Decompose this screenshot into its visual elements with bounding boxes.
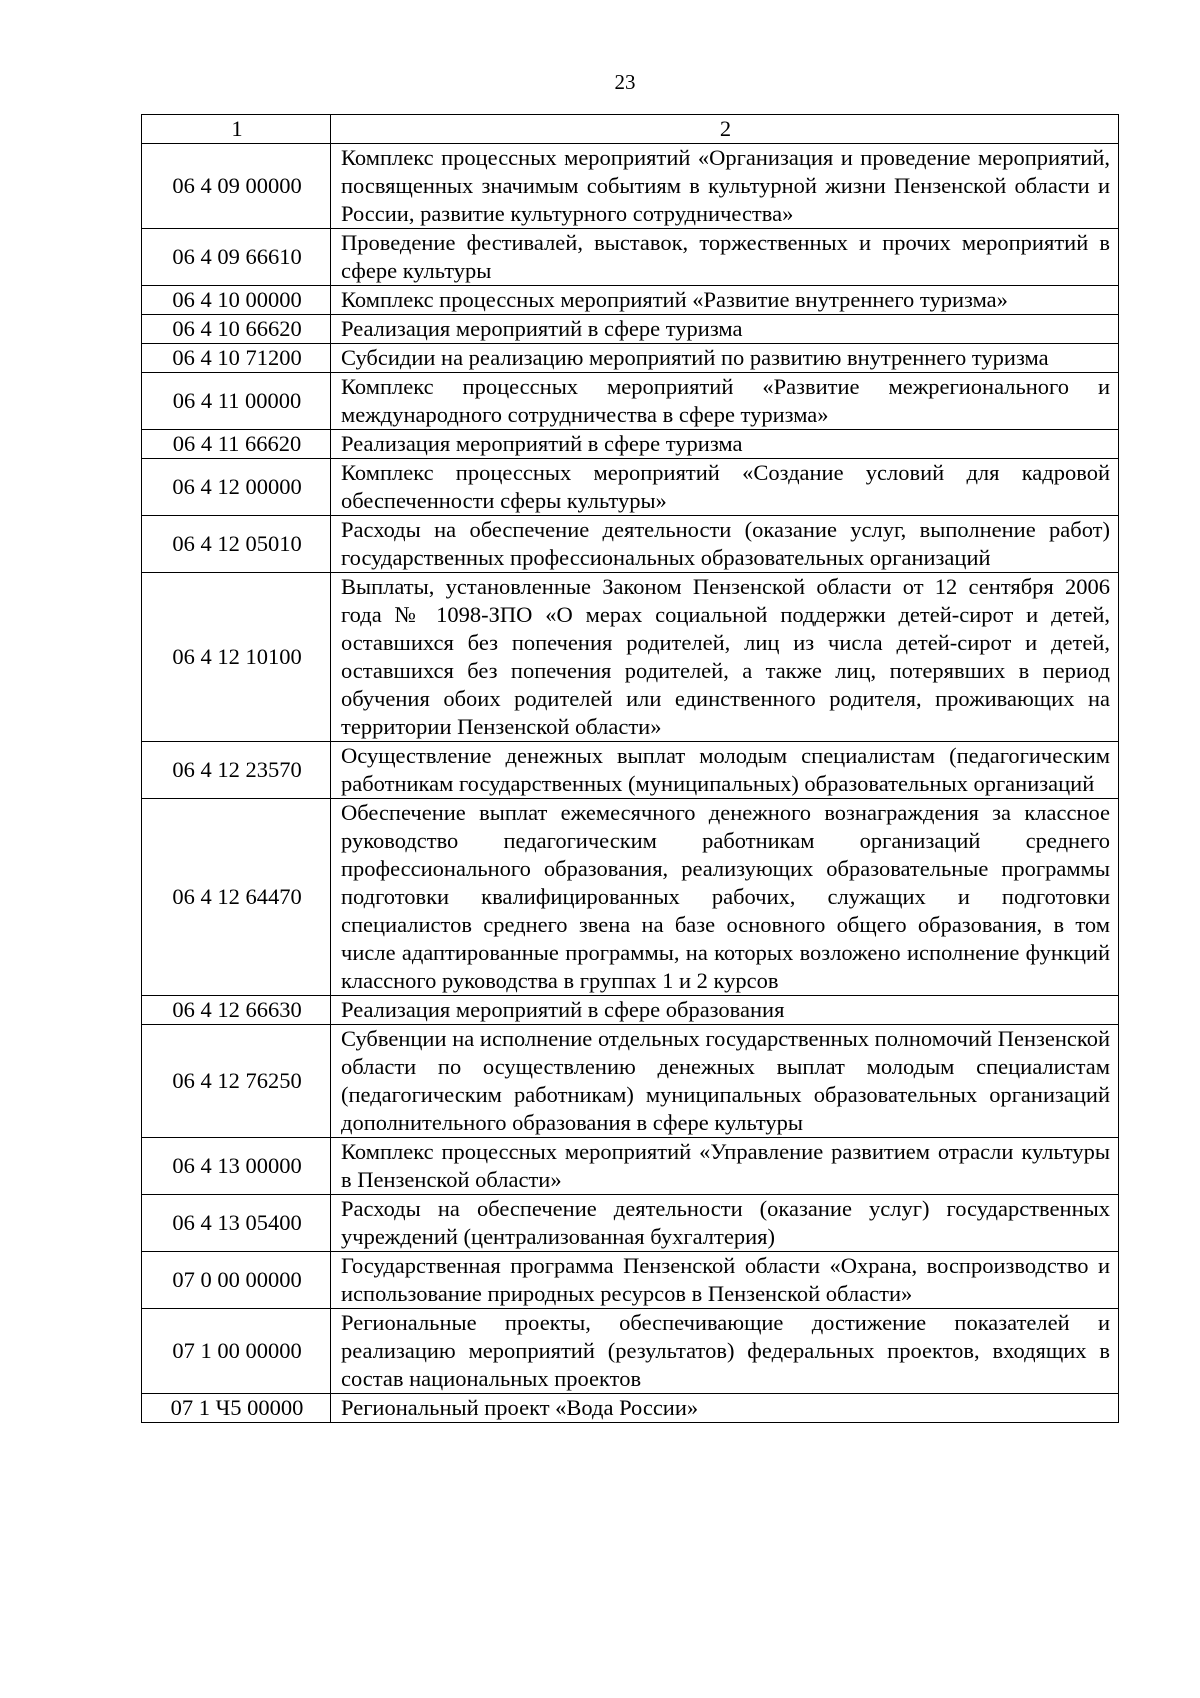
row-description: Реализация мероприятий в сфере туризма xyxy=(331,430,1119,459)
table-row xyxy=(142,430,1119,459)
row-code: 06 4 12 64470 xyxy=(142,799,331,996)
row-code: 06 4 11 00000 xyxy=(142,373,331,430)
classification-table xyxy=(141,114,1119,1423)
table-row xyxy=(142,516,1119,573)
column-header-code: 1 xyxy=(142,115,331,144)
row-code: 06 4 10 71200 xyxy=(142,344,331,373)
table-row xyxy=(142,144,1119,229)
row-code: 06 4 12 00000 xyxy=(142,459,331,516)
table-row xyxy=(142,1195,1119,1252)
row-description: Расходы на обеспечение деятельности (оказание услуг, выполнение работ) государственных профессиональных образовательных организаций xyxy=(331,516,1119,573)
row-description: Расходы на обеспечение деятельности (оказание услуг) государственных учреждений (централизованная бухгалтерия) xyxy=(331,1195,1119,1252)
row-code: 06 4 10 00000 xyxy=(142,286,331,315)
row-description: Комплекс процессных мероприятий «Организация и проведение мероприятий, посвященных значимым событиям в культурной жизни Пензенской области и России, развитие культурного сотрудничества» xyxy=(331,144,1119,229)
table-row xyxy=(142,315,1119,344)
row-code: 06 4 11 66620 xyxy=(142,430,331,459)
table-row xyxy=(142,1138,1119,1195)
row-description: Обеспечение выплат ежемесячного денежного вознаграждения за классное руководство педагогическим работникам организаций среднего профессионального образования, реализующих образовательные программы подготовки квалифицированных рабочих, служащих и подготовки специалистов среднего звена на базе основного общего образования, в том числе адаптированные программы, на которых возложено исполнение функций классного руководства в группах 1 и 2 курсов xyxy=(331,799,1119,996)
table-row xyxy=(142,1252,1119,1309)
row-description: Субсидии на реализацию мероприятий по развитию внутреннего туризма xyxy=(331,344,1119,373)
row-code: 06 4 10 66620 xyxy=(142,315,331,344)
table-row xyxy=(142,1025,1119,1138)
row-code: 07 1 00 00000 xyxy=(142,1309,331,1394)
row-code: 06 4 12 10100 xyxy=(142,573,331,742)
row-description: Осуществление денежных выплат молодым специалистам (педагогическим работникам государственных (муниципальных) образовательных организаций xyxy=(331,742,1119,799)
row-description: Реализация мероприятий в сфере образования xyxy=(331,996,1119,1025)
row-description: Комплекс процессных мероприятий «Развитие внутреннего туризма» xyxy=(331,286,1119,315)
row-code: 06 4 09 00000 xyxy=(142,144,331,229)
table-row xyxy=(142,742,1119,799)
row-description: Государственная программа Пензенской области «Охрана, воспроизводство и использование природных ресурсов в Пензенской области» xyxy=(331,1252,1119,1309)
table-row xyxy=(142,996,1119,1025)
row-code: 06 4 12 05010 xyxy=(142,516,331,573)
table-row xyxy=(142,1394,1119,1423)
table-row xyxy=(142,344,1119,373)
row-code: 06 4 09 66610 xyxy=(142,229,331,286)
table-row xyxy=(142,373,1119,430)
table-row xyxy=(142,573,1119,742)
table-row xyxy=(142,229,1119,286)
row-code: 06 4 13 05400 xyxy=(142,1195,331,1252)
row-code: 07 0 00 00000 xyxy=(142,1252,331,1309)
row-description: Региональный проект «Вода России» xyxy=(331,1394,1119,1423)
row-code: 06 4 13 00000 xyxy=(142,1138,331,1195)
table-body xyxy=(142,115,1119,1423)
row-description: Комплекс процессных мероприятий «Создание условий для кадровой обеспеченности сферы культуры» xyxy=(331,459,1119,516)
table-row xyxy=(142,1309,1119,1394)
table-row xyxy=(142,459,1119,516)
table-header-row xyxy=(142,115,1119,144)
column-header-description: 2 xyxy=(331,115,1119,144)
row-code: 06 4 12 23570 xyxy=(142,742,331,799)
row-code: 06 4 12 76250 xyxy=(142,1025,331,1138)
row-description: Выплаты, установленные Законом Пензенской области от 12 сентября 2006 года № 1098-ЗПО «О мерах социальной поддержки детей-сирот и детей, оставшихся без попечения родителей, лиц из числа детей-сирот и детей, оставшихся без попечения родителей, а также лиц, потерявших в период обучения обоих родителей или единственного родителя, проживающих на территории Пензенской области» xyxy=(331,573,1119,742)
row-description: Региональные проекты, обеспечивающие достижение показателей и реализацию мероприятий (результатов) федеральных проектов, входящих в состав национальных проектов xyxy=(331,1309,1119,1394)
row-description: Проведение фестивалей, выставок, торжественных и прочих мероприятий в сфере культуры xyxy=(331,229,1119,286)
row-description: Комплекс процессных мероприятий «Развитие межрегионального и международного сотрудничества в сфере туризма» xyxy=(331,373,1119,430)
row-description: Реализация мероприятий в сфере туризма xyxy=(331,315,1119,344)
row-description: Субвенции на исполнение отдельных государственных полномочий Пензенской области по осуществлению денежных выплат молодым специалистам (педагогическим работникам) муниципальных образовательных организаций дополнительного образования в сфере культуры xyxy=(331,1025,1119,1138)
table-row xyxy=(142,799,1119,996)
row-code: 06 4 12 66630 xyxy=(142,996,331,1025)
page-number: 23 xyxy=(614,70,636,94)
row-description: Комплекс процессных мероприятий «Управление развитием отрасли культуры в Пензенской области» xyxy=(331,1138,1119,1195)
table-row xyxy=(142,286,1119,315)
row-code: 07 1 Ч5 00000 xyxy=(142,1394,331,1423)
